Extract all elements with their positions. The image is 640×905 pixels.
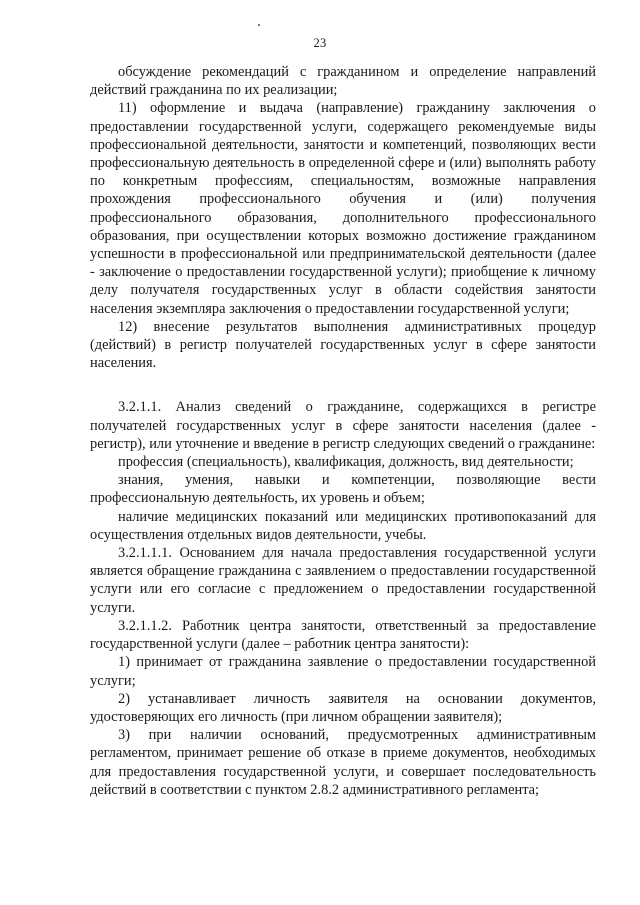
paragraph: 12) внесение результатов выполнения административных процедур (действий) в регистр получателей государственных услуг в сфере занятости населения.: [90, 318, 596, 372]
paragraph: наличие медицинских показаний или медицинских противопоказаний для осуществления отдельных видов деятельности, учебы.: [90, 508, 596, 543]
paragraph: обсуждение рекомендаций с гражданином и определение направлений действий гражданина по их реализации;: [90, 64, 596, 99]
paragraph: 11) оформление и выдача (направление) гражданину заключения о предоставлении государственной услуги, содержащего рекомендуемые виды профессиональной деятельности, занятости и компетенций, позволяющих вести профессиональную деятельность в определенной сфере и (или) выполнять работу по конкретным профессиям, специальностям, возможные направления прохождения профессионального обучения и (или) получения профессионального образования, дополнительного профессионального образования, при осуществлении которых возможно достижение гражданином успешности в профессиональной или предпринимательской деятельности (далее - заключение о предоставлении государственной услуги); приобщение к личному делу получателя государственных услуг в области содействия занятости населения экземпляра заключения о предоставлении государственной услуги;: [90, 100, 596, 317]
paragraph: 3.2.1.1. Анализ сведений о гражданине, содержащихся в регистре получателей государственных услуг в сфере занятости населения (далее - регистр), или уточнение и введение в регистр следующих сведений о гражданине:: [90, 399, 596, 452]
page-number: 23: [313, 36, 327, 50]
paragraph: 3.2.1.1.2. Работник центра занятости, ответственный за предоставление государственной услуги (далее – работник центра занятости):: [90, 617, 596, 653]
paragraph: 3.2.1.1.1. Основанием для начала предоставления государственной услуги является обращение гражданина с заявлением о предоставлении государственной услуги или его согласие с предложением о предоставлении государственной услуги.: [90, 545, 596, 616]
paragraph: знания, умения, навыки и компетенции, позволяющие вести профессиональную деятельность, их уровень и объем;: [90, 472, 596, 507]
document-body: [90, 63, 596, 799]
scan-speck: [258, 24, 260, 26]
paragraph: 2) устанавливает личность заявителя на основании документов, удостоверяющих его личность (при личном обращении заявителя);: [90, 690, 596, 725]
section-gap: [90, 372, 596, 398]
paragraph: профессия (специальность), квалификация, должность, вид деятельности;: [118, 454, 574, 471]
paragraph: 1) принимает от гражданина заявление о предоставлении государственной услуги;: [90, 654, 596, 689]
paragraph: 3) при наличии оснований, предусмотренных административным регламентом, принимает решение об отказе в приеме документов, необходимых для предоставления государственной услуги, и совершает последовательность действий в соответствии с пунктом 2.8.2 административного регламента;: [90, 727, 596, 798]
